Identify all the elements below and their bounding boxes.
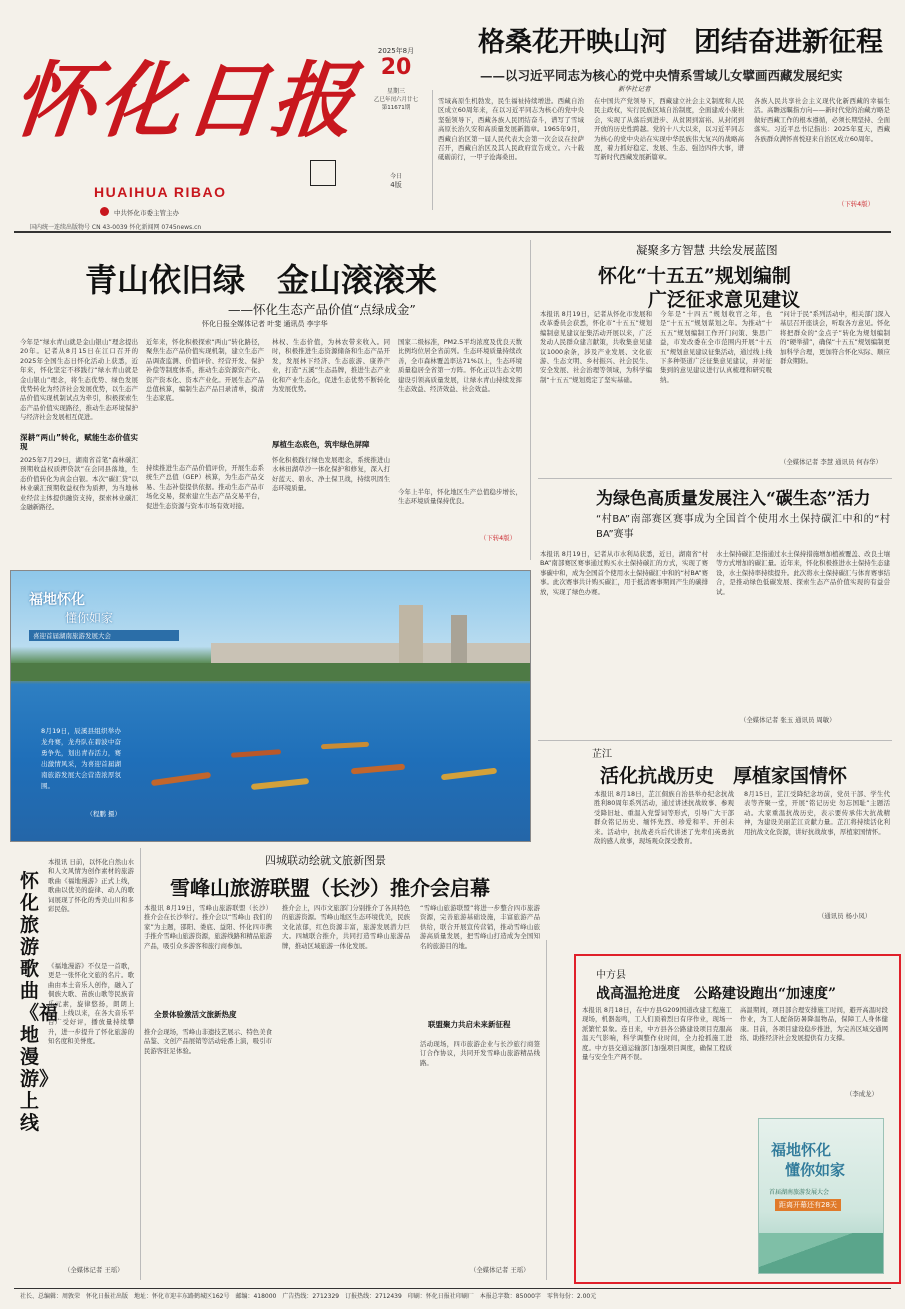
boat-icon xyxy=(151,772,211,786)
lead-col4b: 今年上半年，怀化地区生产总值稳步增长，生态环境质量保持优良。 xyxy=(398,488,522,506)
photo-banner-line1: 福地怀化 xyxy=(29,592,85,608)
snow-col2: 推介会上，四市文旅部门分别推介了各具特色的旅游资源。雪峰山地区生态环境优美，民族文化浓郁，红色资源丰富，旅游发展潜力巨大。四城联合推介，共同打造雪峰山旅游品牌，推动区域旅游一体化发展。 xyxy=(282,904,410,950)
lead-sub2: 厚植生态底色，筑牢绿色屏障 xyxy=(272,440,370,449)
today-label: 今日 xyxy=(389,173,402,180)
top-story-col3: 各族人民共享社会主义现代化新西藏的幸福生活。高瞻远瞩指方向——新时代党的治藏方略是做好西藏工作的根本遵循，必须长期坚持、全面落实。习近平总书记指出：2025年夏天，西藏各族群众满怀喜悦迎来自治区成立60周年。 xyxy=(754,97,890,143)
boat-icon xyxy=(441,768,497,781)
lead-col2: 近年来，怀化积极探索“两山”转化路径，聚焦生态产品价值实现机制，建立生态产品调查监测、价值评价、经营开发、保护补偿等制度体系，推动生态资源资产化、资产资本化、资本产业化。开展生态产品总值核算，编制生态产品目录清单，摸清生态家底。 xyxy=(146,338,264,403)
photo-treeline xyxy=(11,663,531,681)
zhijiang-place: 芷江 xyxy=(592,749,612,760)
song-col2: 《福地漫游》不仅是一首歌，更是一张怀化文旅的名片。歌曲由本土音乐人创作，融入了侗族大歌、苗族山歌等民族音乐元素，旋律悠扬，朗朗上口。上线以来，在各大音乐平台广受好评，播放量持续攀升，进一步提升了怀化旅游的知名度和美誉度。 xyxy=(48,962,134,1046)
boat-icon xyxy=(251,778,309,790)
boat-icon xyxy=(321,742,369,750)
today-pages: 4版 xyxy=(390,181,402,189)
lead-col3b: 怀化积极践行绿色发展理念，系统推进山水林田湖草沙一体化保护和修复，深入打好蓝天、碧水、净土保卫战，持续巩固生态环境质量。 xyxy=(272,456,390,493)
zhongfang-col2: 高温期间，项目部合理安排施工时间，避开高温时段作业，为工人配备防暑降温物品，保障工人身体健康。目前，各项目建设稳步推进，为完善区域交通网络、助推经济社会发展提供有力支撑。 xyxy=(740,1006,888,1043)
snow-col1b: 推介会现场，雪峰山非遗技艺展示、特色美食品鉴、文创产品展销等活动轮番上演，吸引市民游客驻足体验。 xyxy=(144,1028,272,1055)
lead-subhead: ——怀化生态产品价值“点绿成金” xyxy=(228,302,416,317)
carbon-col1: 本报讯 8月19日，记者从市水利局获悉，近日，湖南省“村BA”南部赛区赛事通过购买水土保持碳汇的方式，实现了赛事碳中和，成为全国首个使用水土保持碳汇中和的“村BA”赛事。此次赛事共计购买碳汇，用于抵消赛事期间产生的碳排放，实现了绿色办赛。 xyxy=(540,550,708,596)
carbon-subhead: “村BA”南部赛区赛事成为全国首个使用水土保持碳汇中和的“村BA”赛事 xyxy=(596,514,890,540)
footer-info: 社长、总编辑：周敦荣 怀化日报社出版 地址：怀化市迎丰东路鹤城区162号 邮编：418000 广告热线：2712329 订报热线：2712439 印刷：怀化日报社印刷厂 本报总字数：85000字 零售每份：2.00元 xyxy=(20,1293,597,1300)
tourism-ad xyxy=(758,1118,884,1274)
lead-col2b: 持续推进生态产品价值评价，开展生态系统生产总值（GEP）核算，为生态产品交易、生态补偿提供依据。推动生态产品市场化交易，探索建立生态产品交易平台，促进生态资源与资本市场有效对接。 xyxy=(146,464,264,510)
top-story-col2: 在中国共产党领导下，西藏建立社会主义制度和人民民主政权，实行民族区域自治制度，全面建成小康社会，实现了从落后到进步、从贫困到富裕、从封闭到开放的历史性跨越。党的十八大以来，以习近平同志为核心的党中央站在实现中华民族伟大复兴的战略高度，着力抓好稳定、发展、生态、强边四件大事，谱写新时代西藏发展新篇章。 xyxy=(594,97,744,162)
masthead-emblem-icon xyxy=(100,207,109,216)
carbon-headline: 为绿色高质量发展注入“碳生态”活力 xyxy=(596,489,871,509)
date-day: 20 xyxy=(380,55,412,80)
planning-col3: “问计于民”系列活动中，相关部门深入基层召开座谈会，听取各方意见。怀化将把群众的“金点子”转化为规划编制的“硬举措”，确保“十五五”规划编制更加科学合理，更加符合怀化实际、顺应群众期盼。 xyxy=(780,310,890,366)
snow-col3: “雪峰山旅游联盟”将进一步整合四市旅游资源，完善旅游基础设施，丰富旅游产品供给，联合开展宣传营销，推动雪峰山旅游高质量发展，把雪峰山打造成为全国知名的旅游目的地。 xyxy=(420,904,540,950)
lead-col1: 今年是“绿水青山就是金山银山”理念提出20年。记者从8月15日在江口召开的2025年全国生态日怀化活动上获悉，近年来，怀化坚定不移践行“绿水青山就是金山银山”理念，将生态优势、绿色发展优势转化为经济社会发展优势，以生态产品价值实现机制试点为牵引，积极探索生态产品价值实现路径，推动生态环境保护与经济社会发展相互促进。 xyxy=(20,338,138,422)
zhijiang-headline: 活化抗战历史 厚植家国情怀 xyxy=(600,765,848,787)
photo-banner xyxy=(29,589,179,649)
top-story-subhead: ——以习近平同志为核心的党中央情系雪域儿女擘画西藏发展纪实 xyxy=(480,68,843,83)
song-headline: 怀化旅游歌曲《福地漫游》上线 xyxy=(20,870,59,1134)
top-story-more: （下转4版） xyxy=(838,200,875,208)
ad-countdown: 距离开幕还有28天 xyxy=(775,1199,841,1211)
zhijiang-byline: （通讯员 杨小凤） xyxy=(818,912,872,920)
masthead-info: 国内统一连续出版物号 CN 43-0039 怀化新闻网 0745news.cn xyxy=(30,224,202,231)
top-story-byline: 新华社记者 xyxy=(618,85,651,93)
planning-headline-1: 怀化“十五五”规划编制 xyxy=(598,265,791,287)
issue-number: 第11671期 xyxy=(381,105,411,111)
photo-credit: （程鹏 摄） xyxy=(86,810,121,818)
date-weekday: 星期三 xyxy=(386,88,405,95)
planning-col1: 本报讯 8月19日，记者从怀化市发展和改革委员会获悉，怀化市“十五五”规划编制意见建议征集活动开展以来，广泛发动人民群众建言献策，共收集意见建议1000余条，涉及产业发展、文化旅游、生态文明、乡村振兴、社会民生、安全发展、社会治理等领域，为科学编制“十五五”规划奠定了坚实基础。 xyxy=(540,310,652,384)
song-byline: （全媒体记者 王瑶） xyxy=(64,1266,124,1274)
zhijiang-col1: 本报讯 8月18日，芷江侗族自治县举办纪念抗战胜利80周年系列活动，通过讲述抗战故事、参观受降旧址、重温入党誓词等形式，引导广大干部群众铭记历史、缅怀先烈、珍爱和平、开创未来。活动中，抗战老兵后代讲述了先辈们英勇抗敌的感人故事，现场观众深受教育。 xyxy=(594,790,734,846)
ad-line2: 懂你如家 xyxy=(785,1161,846,1179)
lead-col3: 林权、生态价值，为林农带来收入。同时，积极推进生态资源储备和生态产品开发，发展林下经济、生态旅游、康养产业，打造“五溪”生态品牌，推进生态产业化和产业生态化，促进生态优势不断转化为发展优势。 xyxy=(272,338,390,394)
zhongfang-col1: 本报讯 8月18日，在中方县G209国道改建工程施工现场，机器轰鸣，工人们顶着烈日有序作业，现场一派繁忙景象。连日来，中方县各公路建设项目克服高温天气影响，科学调整作业时间，全力抢抓施工进度。中方县交通运输部门加强项目调度，确保工程质量与安全生产两不误。 xyxy=(582,1006,732,1062)
masthead-logo: 怀化日报 xyxy=(8,53,363,149)
zhijiang-col2: 8月15日，芷江受降纪念坊前，党员干部、学生代表等齐聚一堂，开展“铭记历史 勿忘国耻”主题活动。大家重温抗战历史，表示要传承伟大抗战精神，为建设美丽芷江贡献力量。芷江将持续活化利用抗战文化资源，讲好抗战故事，厚植家国情怀。 xyxy=(744,790,890,836)
dragon-boat-photo xyxy=(10,570,531,842)
carbon-byline: （全媒体记者 张玉 通讯员 周敏） xyxy=(740,716,836,724)
lead-col1b: 2025年7月29日，湖南省首笔“森林碳汇预期收益权质押贷款”在会同县落地，生态价值转化为真金白银。本次“碳汇贷”以林业碳汇预期收益权作为质押，为当地林业经营主体提供融资支持，探索林业碳汇金融新路径。 xyxy=(20,456,138,512)
ad-sub: 首届湖南旅游发展大会 xyxy=(769,1189,830,1196)
lead-sub1: 深耕“两山”转化，赋能生态价值实现 xyxy=(20,433,138,452)
snow-col1: 本报讯 8月19日，雪峰山旅游联盟（长沙）推介会在长沙举行。推介会以“雪峰山 我们的家”为主题，邵阳、娄底、益阳、怀化四市携手推介雪峰山旅游资源，旅游线路和精品旅游产品，吸引众多游客和旅行商参加。 xyxy=(144,904,272,950)
snow-sub2: 联盟聚力共启未来新征程 xyxy=(428,1020,511,1029)
ad-line1: 福地怀化 xyxy=(771,1141,832,1159)
lead-col4: 国家二级标准，PM2.5平均浓度及优良天数比例均位居全省前列。生态环境质量持续改善，全市森林覆盖率达71%以上，生态环境质量稳居全省第一方阵。怀化正以生态文明建设引领高质量发展，让绿水青山持续发挥生态效益、经济效益、社会效益。 xyxy=(398,338,522,394)
zhongfang-place: 中方县 xyxy=(596,970,626,981)
zhongfang-headline: 战高温抢进度 公路建设跑出“加速度” xyxy=(596,986,837,1002)
date-year-month: 2025年8月 xyxy=(377,47,415,55)
date-lunar: 乙巳年闰六月廿七 xyxy=(373,97,418,103)
carbon-col2: 水土保持碳汇是指通过水土保持措施增加植被覆盖、改良土壤等方式增加的碳汇量。近年来，怀化积极推进水土保持生态建设，水土保持率持续提升。此次将水土保持碳汇与体育赛事结合，是推动绿色低碳发展、探索生态产品价值实现的有益尝试。 xyxy=(716,550,890,596)
lead-headline: 青山依旧绿 金山滚滚来 xyxy=(85,261,438,299)
masthead-pinyin: HUAIHUA RIBAO xyxy=(94,184,227,200)
song-col1: 本报讯 日前，以怀化自然山水和人文风情为创作素材的旅游歌曲《福地漫游》正式上线，歌曲以优美的旋律、动人的歌词展现了怀化的秀美山川和多彩民俗。 xyxy=(48,858,134,914)
lead-byline: 怀化日报全媒体记者 叶斐 通讯员 李宇华 xyxy=(202,320,328,328)
photo-banner-sub: 喜迎首届湖南旅游发展大会 xyxy=(29,630,179,641)
planning-kicker: 凝聚多方智慧 共绘发展蓝图 xyxy=(636,243,778,257)
snow-headline: 雪峰山旅游联盟（长沙）推介会启幕 xyxy=(170,876,490,900)
snow-sub1: 全景体验激活文旅新热度 xyxy=(154,1010,237,1019)
planning-headline-2: 广泛征求意见建议 xyxy=(648,289,801,311)
ad-landscape xyxy=(759,1233,883,1273)
planning-col2: 今年是“十四五”规划收官之年，也是“十五五”规划谋划之年。为推动“十五五”规划编制工作开门问策、集思广益，市发改委在全市范围内开展“十五五”规划意见建议征集活动，通过线上线下多种渠道广泛征集意见建议，并对征集到的意见建议进行认真梳理和研究吸纳。 xyxy=(660,310,772,384)
top-story-headline: 格桑花开映山河 团结奋进新征程 xyxy=(478,27,883,58)
date-box xyxy=(366,16,426,190)
photo-building xyxy=(399,605,423,671)
snow-col3b: 活动现场，四市旅游企业与长沙旅行商签订合作协议，共同开发雪峰山旅游精品线路。 xyxy=(420,1040,540,1067)
lead-more: （下转4版） xyxy=(480,534,517,542)
zhongfang-byline: （李成龙） xyxy=(846,1090,878,1098)
planning-byline: （全媒体记者 李慧 通讯员 何春华） xyxy=(780,458,882,466)
snow-byline: （全媒体记者 王瑶） xyxy=(470,1266,530,1274)
top-story-col1: 雪域高原生机勃发，民生福祉持续增进。西藏自治区成立60周年来，在以习近平同志为核心的党中央坚强领导下，西藏各族人民团结奋斗，谱写了雪域高原长治久安和高质量发展新篇章。1965年9月，西藏自治区第一届人民代表大会第一次会议在拉萨召开，西藏自治区及其人民政府宣告成立。六十载砥砺前行，一甲子沧海桑田。 xyxy=(438,97,584,162)
photo-caption-box xyxy=(41,726,121,819)
boat-icon xyxy=(231,749,281,757)
masthead-qr-code xyxy=(310,160,336,186)
snow-kicker: 四城联动绘就文旅新图景 xyxy=(265,854,386,867)
boat-icon xyxy=(351,764,405,775)
masthead-sponsor: 中共怀化市委主管主办 xyxy=(114,209,179,217)
photo-banner-line2: 懂你如家 xyxy=(65,611,114,625)
photo-caption: 8月19日，辰溪县组织举办龙舟赛，龙舟队在碧波中奋勇争先，划出青春活力，赛出激情风采，为喜迎首届湖南旅游发展大会营造浓厚氛围。 xyxy=(41,727,121,790)
